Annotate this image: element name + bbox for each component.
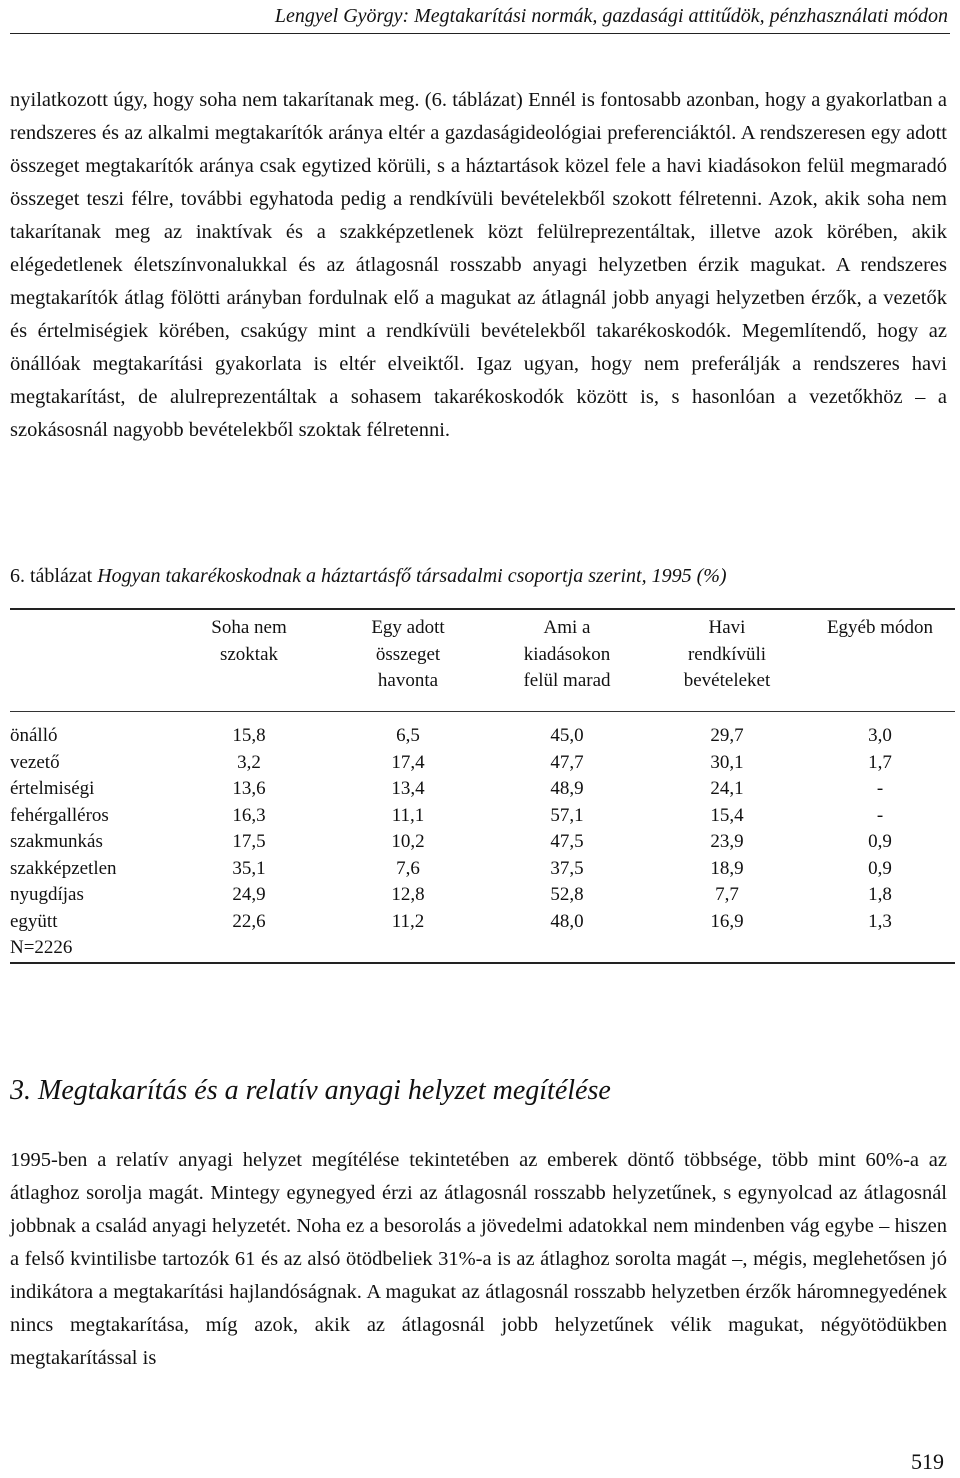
cell-value: 47,5 <box>550 831 584 852</box>
table-header-rule <box>10 711 955 712</box>
cell-value: 12,8 <box>391 884 425 905</box>
table-row <box>10 776 955 803</box>
row-label: együtt <box>10 910 58 932</box>
cell-value: 22,6 <box>232 910 266 932</box>
cell-value: 24,1 <box>710 778 744 799</box>
cell-value: 35,1 <box>232 857 266 879</box>
column-header-egyeb-modon: Egyéb módon <box>826 617 934 638</box>
table-body <box>10 723 955 962</box>
cell-value: 11,1 <box>391 804 425 826</box>
body-paragraph-1: nyilatkozott úgy, hogy soha nem takarítanak meg. (6. táblázat) Ennél is fontosabb azonban, hogy a gyakorlatban a rendszeres és az alkalmi megtakarítók aránya eltér a gazdaságideológiai preferenciáktól. A rendszeresen egy adott összeget megtakarítók aránya csak egytized körüli, s a háztartások közel fele a havi kiadásokon felül megmaradó összeget teszi félre, további egyhatoda pedig a rendkívüli bevételekből szokott félretenni. Azok, akik soha nem takarítanak meg az inaktívak és a szakképzetlenek közt felülreprezentáltak, illetve azok körében, akik elégedetlenek életszínvonalukkal és az átlagosnál rosszabb anyagi helyzetben érzik magukat. A rendszeres megtakarítók átlag fölötti arányban fordulnak elő a magukat az átlagnál jobb anyagi helyzetben érzők, a vezetők és értelmiségiek körében, csakúgy mint a rendkívüli bevételekből takarékoskodók. Megemlítendő, hogy az önállóak megtakarítási gyakorlata is eltér elveiktől. Igaz ugyan, hogy nem preferálják a rendszeres havi megtakarítást, de alulreprezentáltak a sohasem takarékoskodók között is, s hasonlóan a vezetőkhöz – a szokásosnál nagyobb bevételekből szoktak félretenni. <box>10 89 947 441</box>
cell-value: - <box>876 778 884 799</box>
cell-value: 29,7 <box>710 725 744 746</box>
cell-value: 0,9 <box>868 831 892 852</box>
cell-value: 23,9 <box>710 831 744 852</box>
cell-value: 1,3 <box>868 910 892 932</box>
cell-value: 15,4 <box>710 804 744 826</box>
table-caption <box>10 562 950 590</box>
cell-value: 57,1 <box>550 804 584 826</box>
cell-value: 47,7 <box>550 751 584 773</box>
table-caption-label: 6. táblázat <box>10 565 93 587</box>
row-label: nyugdíjas <box>10 884 84 905</box>
cell-value: 48,0 <box>550 910 584 932</box>
table-row <box>10 882 955 909</box>
cell-value: 1,8 <box>868 884 892 905</box>
cell-value: 17,5 <box>232 831 266 852</box>
row-label: önálló <box>10 725 58 746</box>
body-paragraph-2: 1995-ben a relatív anyagi helyzet megítélése tekintetében az emberek döntő többsége, több mint 60%-a az átlaghoz sorolja magát. Mintegy egynegyed érzi az átlagosnál rosszabb helyzetűnek, s egynyolcad az átlagosnál jobbnak a család anyagi helyzetét. Noha ez a besorolás a jövedelmi adatokkal nem mindenben vág egybe – hiszen a felső kvintilisbe tartozók 61 és az alsó ötödbeliek 31%-a is az átlaghoz sorolta magát –, mégis, meglehetősen jó indikátora a megtakarítási hajlandóságnak. A magukat az átlagosnál rosszabb helyzetben érzők háromnegyedének nincs megtakarítása, míg azok, akik az átlagosnál jobb helyzetűnek vélik magukat, négyötödükben megtakarítással is <box>10 1149 947 1369</box>
cell-value: 45,0 <box>550 725 584 746</box>
column-header-egy-adott: Egy adott összeget havonta <box>371 617 445 691</box>
cell-value: 3,0 <box>868 725 892 746</box>
cell-value: 17,4 <box>391 751 425 773</box>
row-label: szakmunkás <box>10 831 103 852</box>
column-header-havi: Havi rendkívüli bevételeket <box>683 617 771 691</box>
section-heading: 3. Megtakarítás és a relatív anyagi helyzet megítélése <box>10 1075 611 1106</box>
cell-value: 16,9 <box>710 910 744 932</box>
table-row <box>10 829 955 856</box>
table-row <box>10 750 955 777</box>
cell-value: 13,6 <box>232 778 266 799</box>
cell-value: 3,2 <box>237 751 261 773</box>
cell-value: 7,7 <box>715 884 739 905</box>
cell-value: 37,5 <box>550 857 584 879</box>
table-row <box>10 803 955 830</box>
sample-size: N=2226 <box>10 937 73 958</box>
table-row <box>10 723 955 750</box>
header-rule <box>10 33 950 34</box>
page-number: 519 <box>911 1449 944 1474</box>
row-label: szakképzetlen <box>10 857 117 879</box>
cell-value: 16,3 <box>232 804 266 826</box>
table-bottom-rule <box>10 962 955 964</box>
cell-value: 30,1 <box>710 751 744 773</box>
table-row <box>10 909 955 936</box>
cell-value: 15,8 <box>232 725 266 746</box>
cell-value: 48,9 <box>550 778 584 799</box>
cell-value: 11,2 <box>391 910 425 932</box>
column-header-ami-a: Ami a kiadásokon felül marad <box>523 617 611 691</box>
cell-value: 6,5 <box>396 725 420 746</box>
cell-value: - <box>876 804 884 826</box>
running-header <box>0 0 960 36</box>
table-top-rule <box>10 608 955 610</box>
cell-value: 24,9 <box>232 884 266 905</box>
cell-value: 10,2 <box>391 831 425 852</box>
cell-value: 52,8 <box>550 884 584 905</box>
cell-value: 1,7 <box>868 751 892 773</box>
row-label: vezető <box>10 751 60 773</box>
row-label: értelmiségi <box>10 778 95 799</box>
cell-value: 0,9 <box>868 857 892 879</box>
running-title: Lengyel György: Megtakarítási normák, gazdasági attitűdök, pénzhasználati módon <box>274 5 948 27</box>
cell-value: 18,9 <box>710 857 744 879</box>
row-label: fehérgalléros <box>10 804 109 826</box>
cell-value: 13,4 <box>391 778 425 799</box>
cell-value: 7,6 <box>396 857 420 879</box>
column-header-soha-nem: Soha nem szoktak <box>211 617 287 665</box>
table-caption-title: Hogyan takarékoskodnak a háztartásfő társadalmi csoportja szerint, 1995 (%) <box>97 565 727 587</box>
table-row <box>10 856 955 883</box>
